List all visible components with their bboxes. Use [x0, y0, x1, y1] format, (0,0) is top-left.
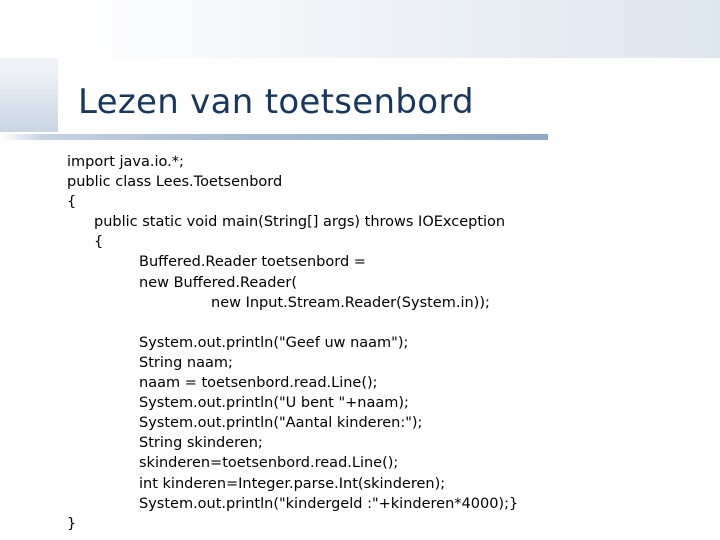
- code-line: new Input.Stream.Reader(System.in));: [211, 294, 490, 311]
- code-line: skinderen=toetsenbord.read.Line();: [139, 455, 399, 472]
- code-line: String skinderen;: [139, 435, 263, 452]
- code-line: System.out.println("Aantal kinderen:");: [139, 415, 423, 432]
- code-line: }: [67, 515, 77, 532]
- code-block: [67, 152, 518, 534]
- code-line: System.out.println("Geef uw naam");: [139, 334, 409, 351]
- code-line: naam = toetsenbord.read.Line();: [139, 375, 378, 392]
- title-underline: [0, 134, 548, 140]
- code-line: String naam;: [139, 354, 233, 371]
- code-line: public static void main(String[] args) throws IOException: [94, 214, 506, 231]
- code-line: {: [94, 234, 104, 251]
- code-line: System.out.println("kindergeld :"+kinderen*4000);}: [139, 495, 519, 512]
- corner-block: [0, 0, 58, 58]
- code-line: public class Lees.Toetsenbord: [67, 174, 283, 191]
- code-line: new Buffered.Reader(: [139, 274, 297, 291]
- top-gradient-band: [0, 0, 720, 58]
- code-line: import java.io.*;: [67, 154, 184, 170]
- slide-title: Lezen van toetsenbord: [78, 82, 474, 122]
- code-line: int kinderen=Integer.parse.Int(skinderen);: [139, 475, 446, 492]
- code-line-blank: [67, 313, 518, 333]
- code-line: System.out.println("U bent "+naam);: [139, 395, 409, 412]
- code-line: {: [67, 194, 77, 211]
- code-line: Buffered.Reader toetsenbord =: [139, 254, 366, 271]
